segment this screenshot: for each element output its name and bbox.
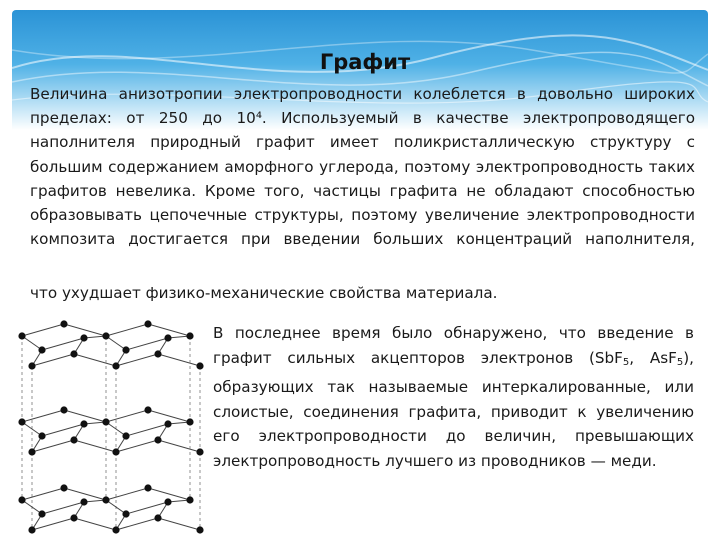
lattice-atom bbox=[60, 320, 67, 327]
lattice-atom bbox=[80, 334, 87, 341]
lattice-atom bbox=[102, 332, 109, 339]
paragraph-anisotropy-last-line: что ухудшает физико-механические свойства материала. bbox=[30, 284, 498, 302]
lattice-atom bbox=[102, 496, 109, 503]
lattice-atom bbox=[164, 498, 171, 505]
lattice-bond bbox=[106, 488, 148, 500]
lattice-atom bbox=[122, 346, 129, 353]
lattice-atom bbox=[70, 436, 77, 443]
paragraph-anisotropy: Величина анизотропии электропроводности колеблется в довольно широких пределах: от 250 до 10⁴. Используемый в качестве электропроводящего наполнителя природный графит имеет поликристаллическую структуру с большим содержанием аморфного углерода, поэтому электропроводность таких графитов невелика. Кроме того, частицы графита не обладают способностью образовывать цепочечные структуры, поэтому увеличение электропроводности композита достигается при введении больших концентраций наполнителя, bbox=[30, 85, 695, 249]
lattice-bond bbox=[64, 324, 106, 336]
lattice-bond bbox=[106, 324, 148, 336]
lattice-atom bbox=[112, 448, 119, 455]
lattice-atom bbox=[122, 510, 129, 517]
lattice-atom bbox=[60, 484, 67, 491]
lattice-bond bbox=[106, 410, 148, 422]
paragraph-text: , AsF bbox=[629, 348, 677, 367]
lattice-bond bbox=[148, 488, 190, 500]
lattice-atom bbox=[186, 496, 193, 503]
lattice-bond bbox=[158, 440, 200, 452]
lattice-atom bbox=[144, 320, 151, 327]
lattice-atom bbox=[154, 350, 161, 357]
lattice-atom bbox=[38, 510, 45, 517]
lattice-atom bbox=[122, 432, 129, 439]
lattice-atom bbox=[196, 362, 203, 369]
lattice-bond bbox=[64, 410, 106, 422]
lattice-atom bbox=[112, 362, 119, 369]
lattice-atom bbox=[18, 418, 25, 425]
lattice-atom bbox=[18, 332, 25, 339]
subscript: 5 bbox=[622, 356, 630, 368]
lattice-bond bbox=[74, 354, 116, 366]
lattice-atom bbox=[154, 436, 161, 443]
lattice-atom bbox=[38, 346, 45, 353]
slide-title: Графит bbox=[319, 50, 411, 74]
lattice-atom bbox=[28, 526, 35, 533]
paragraph-text: ), образующих так называемые интеркалированные, или слоистые, соединения графита, приводит к увеличению его электропроводности до величин, превышающих электропроводность лучшего из проводников — меди. bbox=[213, 348, 694, 470]
lattice-atom bbox=[28, 448, 35, 455]
lattice-bond bbox=[22, 410, 64, 422]
lattice-atom bbox=[70, 514, 77, 521]
paragraph-intercalation bbox=[213, 321, 694, 473]
lattice-bond bbox=[64, 488, 106, 500]
lattice-bond bbox=[22, 336, 42, 350]
lattice-atom bbox=[70, 350, 77, 357]
lattice-atom bbox=[38, 432, 45, 439]
lattice-atom bbox=[144, 484, 151, 491]
lattice-atom bbox=[164, 334, 171, 341]
paragraph-text: В последнее время было обнаружено, что введение в графит сильных акцепторов электронов (SbF bbox=[213, 324, 694, 367]
lattice-atom bbox=[144, 406, 151, 413]
lattice-atom bbox=[164, 420, 171, 427]
lattice-bond bbox=[148, 324, 190, 336]
subscript: 5 bbox=[676, 356, 684, 368]
lattice-atom bbox=[102, 418, 109, 425]
lattice-atom bbox=[112, 526, 119, 533]
lattice-atom bbox=[60, 406, 67, 413]
lattice-atom bbox=[154, 514, 161, 521]
lattice-bond bbox=[22, 324, 64, 336]
lattice-bond bbox=[106, 336, 126, 350]
lattice-atom bbox=[80, 498, 87, 505]
lattice-bond bbox=[22, 488, 64, 500]
lattice-atom bbox=[28, 362, 35, 369]
lattice-bond bbox=[74, 440, 116, 452]
lattice-bond bbox=[74, 518, 116, 530]
graphite-lattice-image bbox=[16, 318, 206, 536]
lattice-atom bbox=[18, 496, 25, 503]
lattice-bond bbox=[158, 518, 200, 530]
lattice-bond bbox=[158, 354, 200, 366]
lattice-atom bbox=[186, 332, 193, 339]
lattice-atom bbox=[196, 448, 203, 455]
lattice-atom bbox=[196, 526, 203, 533]
lattice-atom bbox=[80, 420, 87, 427]
lattice-atom bbox=[186, 418, 193, 425]
lattice-bond bbox=[148, 410, 190, 422]
